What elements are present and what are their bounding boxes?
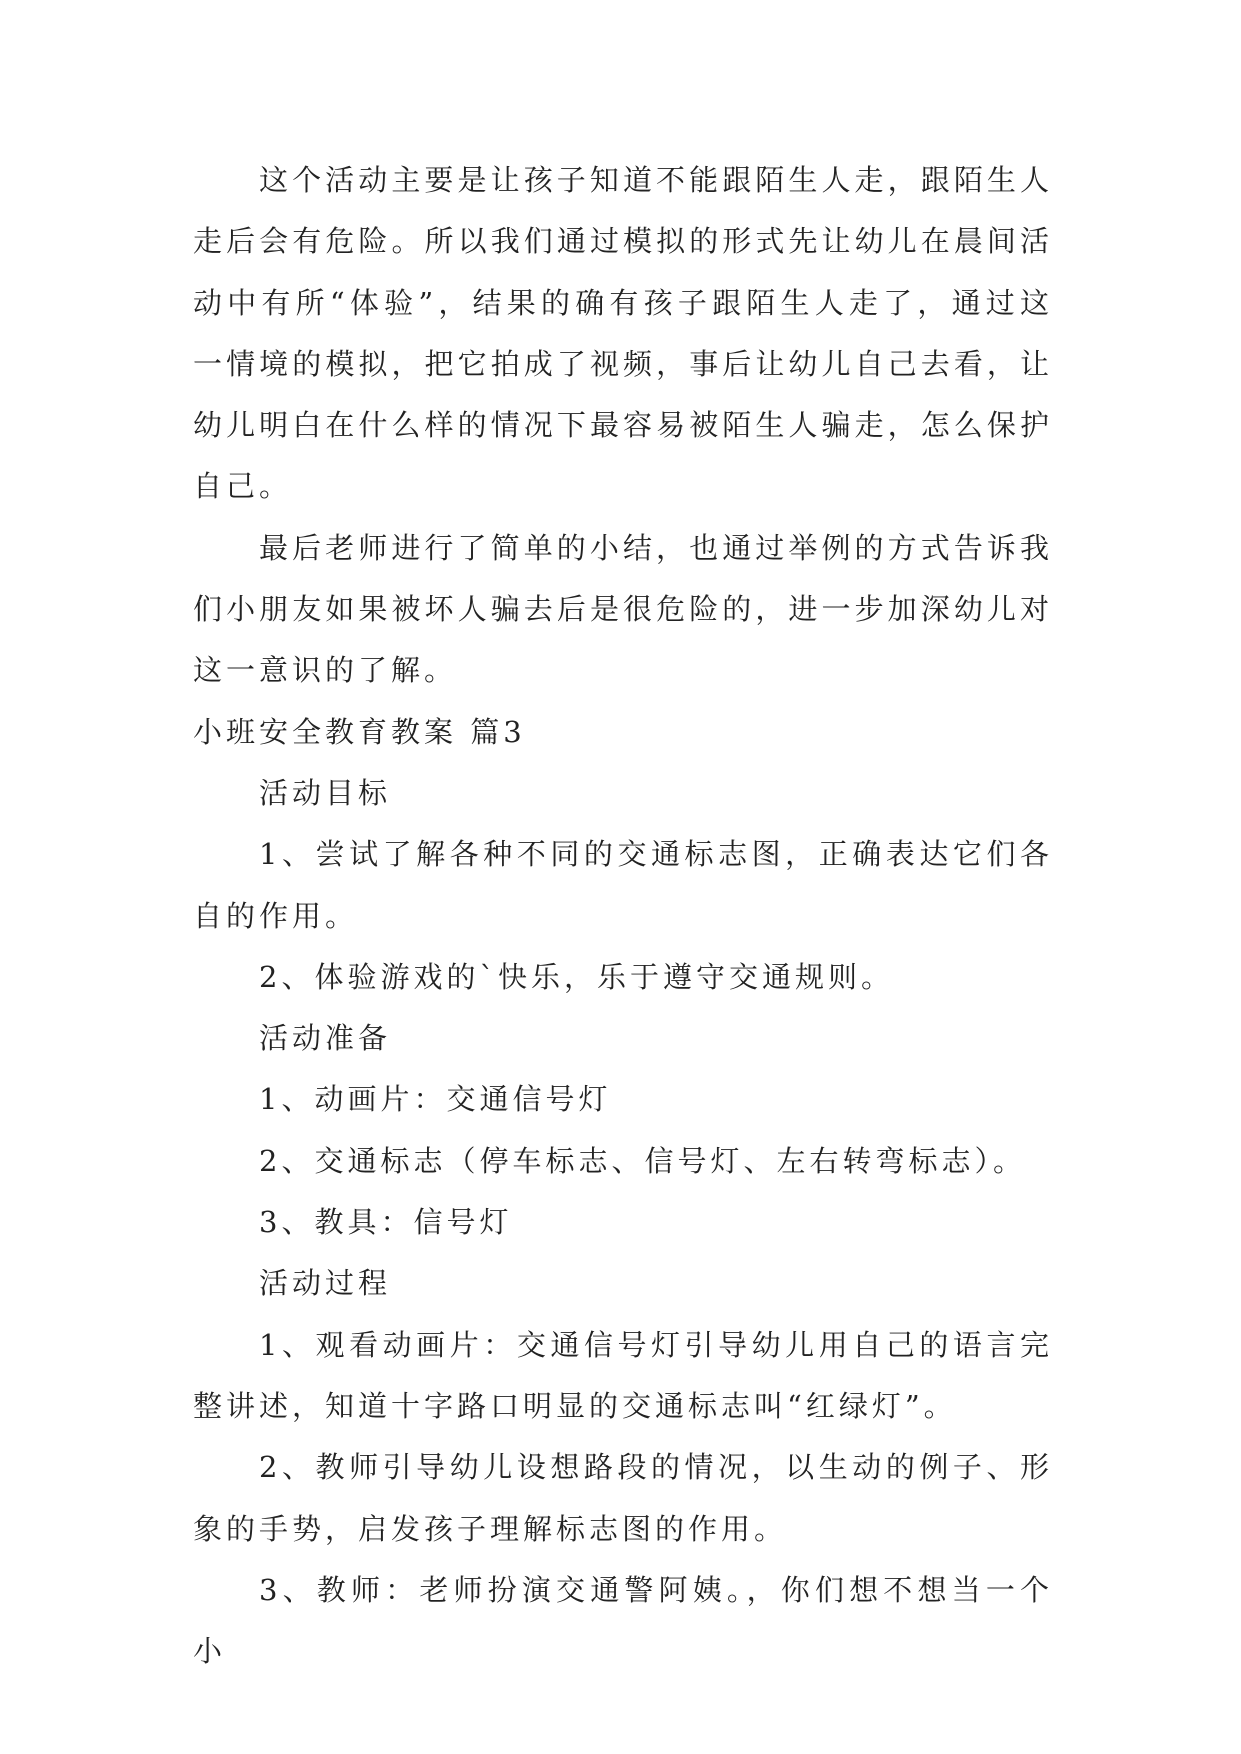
- section-heading: 小班安全教育教案 篇3: [193, 714, 526, 749]
- list-item-goal-1: 1、尝试了解各种不同的交通标志图，正确表达它们各自的作用。: [193, 837, 1053, 933]
- list-item-process-2: 2、教师引导幼儿设想路段的情况，以生动的例子、形象的手势，启发孩子理解标志图的作用。: [193, 1450, 1053, 1546]
- document-body: [193, 150, 1053, 1682]
- list-item-preparation-3: 3、教具：信号灯: [259, 1205, 513, 1240]
- subheading-activity-preparation: 活动准备: [259, 1021, 392, 1056]
- paragraph-teacher-summary: 最后老师进行了简单的小结，也通过举例的方式告诉我们小朋友如果被坏人骗去后是很危险的，进一步加深幼儿对这一意识的了解。: [193, 530, 1053, 688]
- list-item-process-3: 3、教师：老师扮演交通警阿姨。，你们想不想当一个小: [193, 1572, 1053, 1669]
- subheading-activity-process: 活动过程: [259, 1266, 392, 1301]
- subheading-activity-goals: 活动目标: [259, 775, 392, 810]
- list-item-process-1: 1、观看动画片：交通信号灯引导幼儿用自己的语言完整讲述，知道十字路口明显的交通标志叫“红绿灯”。: [193, 1327, 1053, 1423]
- list-item-preparation-2: 2、交通标志（停车标志、信号灯、左右转弯标志）。: [259, 1143, 1026, 1178]
- list-item-preparation-1: 1、动画片：交通信号灯: [259, 1082, 612, 1117]
- paragraph-activity-reflection: 这个活动主要是让孩子知道不能跟陌生人走，跟陌生人走后会有危险。所以我们通过模拟的形式先让幼儿在晨间活动中有所“体验”，结果的确有孩子跟陌生人走了，通过这一情境的模拟，把它拍成了视频，事后让幼儿自己去看，让幼儿明白在什么样的情况下最容易被陌生人骗走，怎么保护自己。: [193, 163, 1053, 504]
- list-item-goal-2: 2、体验游戏的`快乐，乐于遵守交通规则。: [259, 959, 894, 994]
